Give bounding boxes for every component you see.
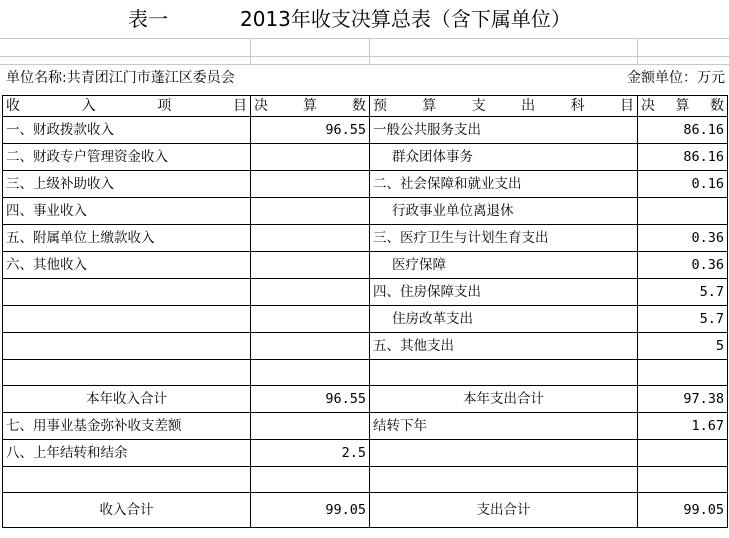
header-expense-item-text [373, 96, 634, 116]
header-expense-amount [638, 96, 728, 117]
header-char: 科 [570, 98, 585, 114]
expense-item-label [370, 440, 638, 467]
gridline [369, 38, 370, 64]
header-char: 收 [6, 98, 20, 114]
header-income-item [3, 96, 251, 117]
expense-item-label: 四、住房保障支出 [370, 279, 638, 306]
expense-item-label [370, 467, 638, 493]
income-item-label: 四、事业收入 [3, 198, 251, 225]
table-number: 表一 [128, 7, 168, 31]
expense-amount: 5.7 [638, 279, 728, 306]
income-item-label: 六、其他收入 [3, 252, 251, 279]
table-row [3, 360, 728, 386]
income-amount: 96.55 [251, 386, 370, 413]
grand-total-row [3, 493, 728, 528]
expense-amount: 0.16 [638, 171, 728, 198]
income-amount [251, 333, 370, 360]
expense-item-label: 支出合计 [370, 493, 638, 528]
expense-item-label: 结转下年 [370, 413, 638, 440]
income-amount [251, 198, 370, 225]
header-income-amount-text [254, 96, 366, 116]
header-income-item-text [6, 96, 247, 116]
unit-name: 单位名称:共青团江门市蓬江区委员会 [6, 70, 235, 86]
gridline [250, 38, 251, 64]
expense-amount: 0.36 [638, 252, 728, 279]
income-item-label: 二、财政专户管理资金收入 [3, 144, 251, 171]
expense-amount: 97.38 [638, 386, 728, 413]
expense-amount: 5 [638, 333, 728, 360]
expense-amount [638, 467, 728, 493]
header-char: 出 [521, 98, 536, 114]
header-char: 项 [157, 98, 172, 114]
header-char: 算 [675, 98, 690, 114]
expense-amount: 86.16 [638, 144, 728, 171]
gridline [0, 56, 729, 57]
header-char: 目 [232, 98, 247, 114]
income-item-label: 本年收入合计 [3, 386, 251, 413]
income-item-label: 一、财政拨款收入 [3, 117, 251, 144]
header-char: 入 [81, 98, 96, 114]
income-item-label: 三、上级补助收入 [3, 171, 251, 198]
income-item-label [3, 467, 251, 493]
page-title [0, 0, 729, 38]
table-row [3, 252, 728, 279]
income-amount [251, 225, 370, 252]
header-income-amount [251, 96, 370, 117]
table-row [3, 440, 728, 467]
expense-amount: 86.16 [638, 117, 728, 144]
expense-item-label: 群众团体事务 [370, 144, 638, 171]
table-row [3, 306, 728, 333]
income-amount [251, 360, 370, 386]
income-amount: 99.05 [251, 493, 370, 528]
income-amount [251, 306, 370, 333]
expense-item-label: 医疗保障 [370, 252, 638, 279]
header-expense-amount-text [641, 96, 724, 116]
gridline [0, 38, 729, 39]
expense-item-label: 二、社会保障和就业支出 [370, 171, 638, 198]
income-item-label [3, 360, 251, 386]
expense-amount [638, 440, 728, 467]
income-item-label [3, 306, 251, 333]
header-expense-item [370, 96, 638, 117]
income-amount: 2.5 [251, 440, 370, 467]
expense-amount: 99.05 [638, 493, 728, 528]
column-header-row [3, 96, 728, 117]
expense-item-label: 本年支出合计 [370, 386, 638, 413]
income-amount: 96.55 [251, 117, 370, 144]
income-item-label [3, 333, 251, 360]
budget-table [2, 95, 728, 528]
income-amount [251, 413, 370, 440]
expense-amount [638, 360, 728, 386]
gridline [637, 38, 638, 64]
header-char: 决 [641, 98, 655, 114]
table-row [3, 413, 728, 440]
expense-amount: 5.7 [638, 306, 728, 333]
amount-unit: 金额单位：万元 [627, 70, 725, 86]
table-row [3, 467, 728, 493]
header-char: 目 [619, 98, 634, 114]
expense-item-label [370, 360, 638, 386]
table-row [3, 333, 728, 360]
table-row [3, 225, 728, 252]
expense-item-label: 三、医疗卫生与计划生育支出 [370, 225, 638, 252]
header-char: 算 [303, 98, 317, 114]
year-total-row [3, 386, 728, 413]
expense-amount: 1.67 [638, 413, 728, 440]
expense-item-label: 一般公共服务支出 [370, 117, 638, 144]
expense-item-label: 行政事业单位离退休 [370, 198, 638, 225]
income-item-label [3, 279, 251, 306]
income-amount [251, 467, 370, 493]
expense-amount [638, 198, 728, 225]
income-amount [251, 252, 370, 279]
table-row [3, 171, 728, 198]
table-row [3, 144, 728, 171]
header-char: 决 [254, 98, 268, 114]
income-item-label: 七、用事业基金弥补收支差额 [3, 413, 251, 440]
income-item-label: 收入合计 [3, 493, 251, 528]
income-item-label: 五、附属单位上缴款收入 [3, 225, 251, 252]
header-char: 算 [422, 98, 437, 114]
table-row [3, 198, 728, 225]
table-row [3, 279, 728, 306]
income-amount [251, 144, 370, 171]
income-amount [251, 171, 370, 198]
expense-item-label: 住房改革支出 [370, 306, 638, 333]
header-char: 支 [471, 98, 486, 114]
header-char: 预 [373, 98, 387, 114]
table-row [3, 117, 728, 144]
income-amount [251, 279, 370, 306]
table-title: 2013年收支决算总表（含下属单位） [240, 7, 571, 31]
header-char: 数 [710, 98, 724, 114]
header-char: 数 [352, 98, 366, 114]
income-item-label: 八、上年结转和结余 [3, 440, 251, 467]
expense-amount: 0.36 [638, 225, 728, 252]
expense-item-label: 五、其他支出 [370, 333, 638, 360]
